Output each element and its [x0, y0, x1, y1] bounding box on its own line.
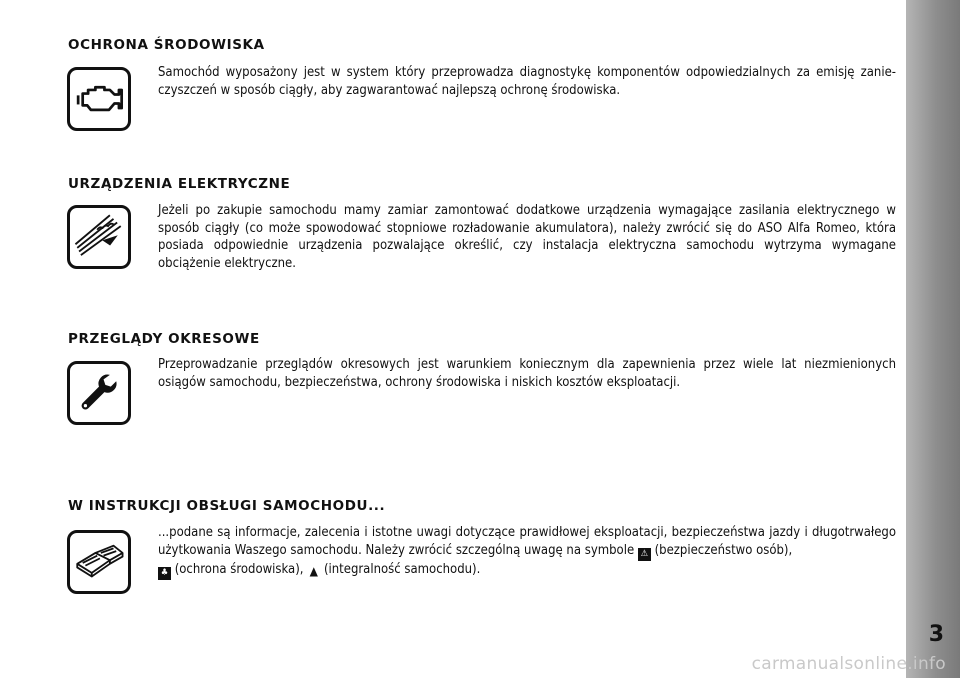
side-band	[906, 0, 960, 678]
warning-person-icon: ⚠	[638, 548, 651, 561]
manual-text-part1: ...podane są informacje, zalecenia i istotne uwagi dotyczące prawidłowej eksploatacji, bezpieczeństwa jazdy i długotrwałego użytkowania Waszego samochodu. Należy zwrócić szczególną uwagę na symbole	[158, 525, 896, 558]
section-title-manual: W INSTRUKCJI OBSŁUGI SAMOCHODU...	[68, 498, 386, 514]
electric-wiring-icon	[67, 205, 131, 269]
manual-text-part4: (integralność samochodu).	[323, 561, 481, 577]
manual-text-part2: (bezpieczeństwo osób),	[654, 542, 793, 558]
section-title-environment: OCHRONA ŚRODOWISKA	[68, 37, 265, 53]
section-title-electrical: URZĄDZENIA ELEKTRYCZNE	[68, 176, 291, 192]
manual-text-part3: (ochrona środowiska),	[174, 561, 304, 577]
vehicle-integrity-icon: ▲	[307, 565, 320, 578]
section-text-electrical: Jeżeli po zakupie samochodu mamy zamiar zamontować dodatkowe urządzenia wymagające zasilania elektrycznego w sposób ciągły (co może spowodować stopniowe rozładowanie akumulatora), należy zwrócić się do ASO Alfa Romeo, która posiada odpowiednie urządzenia pozwalające określić, czy instalacja elektryczna samochodu wytrzyma wymagane obciążenie elektryczne.	[158, 203, 896, 271]
engine-check-icon	[67, 67, 131, 131]
section-title-inspections: PRZEGLĄDY OKRESOWE	[68, 331, 260, 347]
section-text-manual	[158, 524, 896, 580]
wrench-icon	[67, 361, 131, 425]
section-text-inspections: Przeprowadzanie przeglądów okresowych jest warunkiem koniecznym dla zapewnienia przez wiele lat niezmienionych osiągów samochodu, bezpieczeństwa, ochrony środowiska i niskich kosztów eksploatacji.	[158, 357, 896, 390]
watermark: carmanualsonline.info	[751, 654, 946, 674]
section-text-environment: Samochód wyposażony jest w system który przeprowadza diagnostykę komponentów odpowiedzialnych za emisję zanieczyszczeń w sposób ciągły, aby zagwarantować najlepszą ochronę środowiska.	[158, 65, 896, 98]
open-book-icon	[67, 530, 131, 594]
page-number: 3	[928, 622, 944, 647]
environment-icon: ♣	[158, 567, 171, 580]
